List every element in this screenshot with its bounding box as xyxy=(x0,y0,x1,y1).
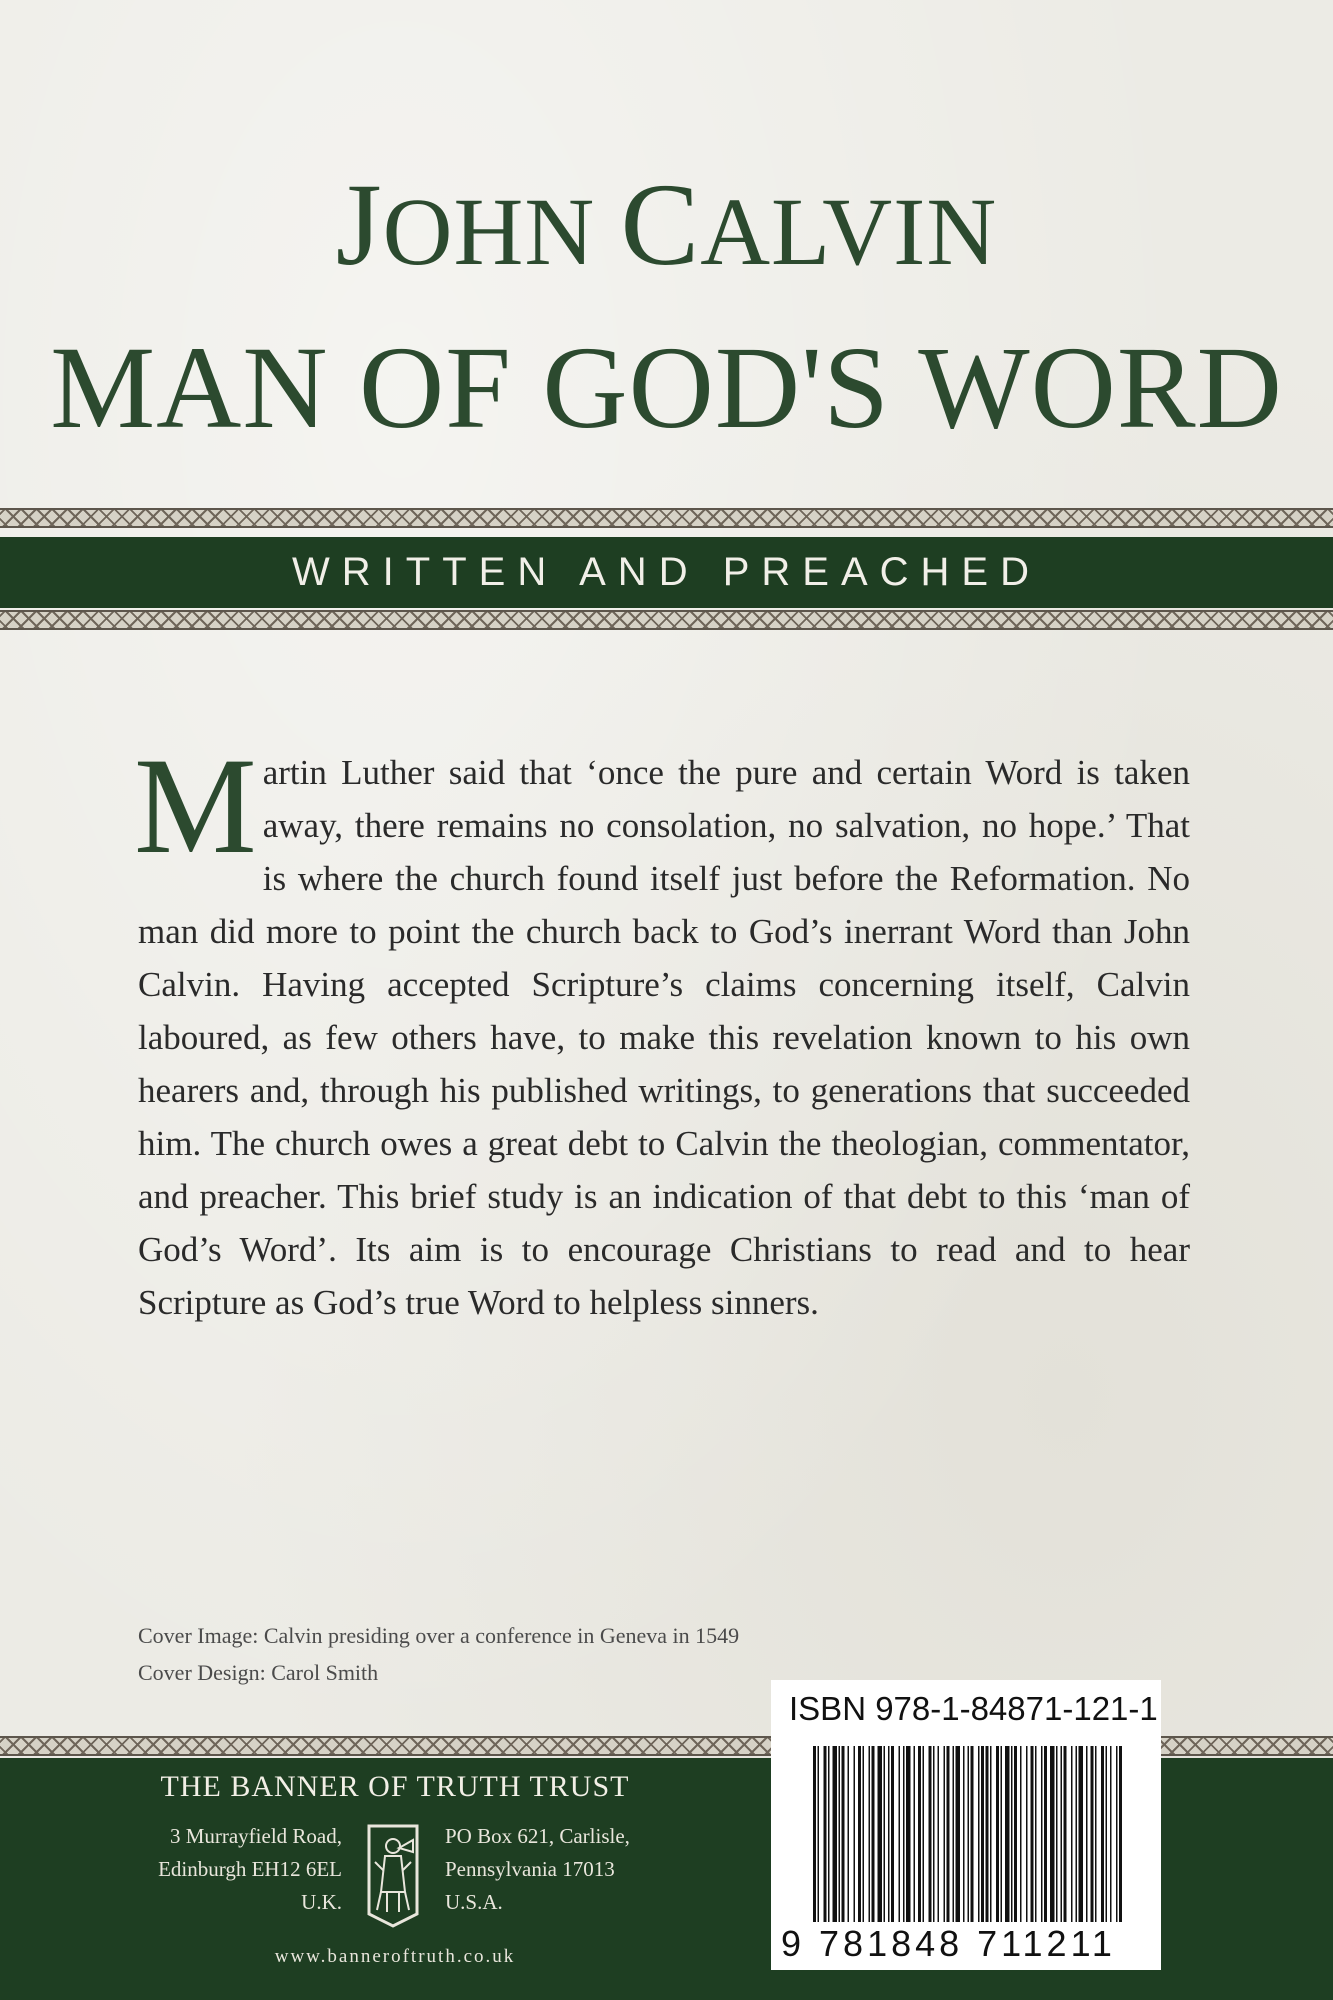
publisher-name: THE BANNER OF TRUTH TRUST xyxy=(160,1770,630,1803)
barcode-bar xyxy=(938,1746,940,1922)
isbn-label: ISBN 978-1-84871-121-1 xyxy=(789,1690,1158,1727)
barcode-bar xyxy=(1014,1746,1017,1922)
barcode-bar xyxy=(1076,1746,1078,1922)
drop-cap: M xyxy=(134,729,257,882)
barcode-bar xyxy=(813,1746,816,1922)
barcode-bar xyxy=(923,1746,925,1922)
barcode-bar xyxy=(824,1746,827,1922)
barcode-bar xyxy=(848,1746,850,1922)
barcode-bar xyxy=(1110,1746,1112,1922)
barcode-bar xyxy=(854,1746,856,1922)
barcode-bar xyxy=(956,1746,961,1922)
barcode-bar xyxy=(1116,1746,1118,1922)
barcode-bar xyxy=(1091,1746,1094,1922)
barcode-bar xyxy=(1056,1746,1058,1922)
barcode-bar xyxy=(1071,1746,1073,1922)
herald-trumpeter-icon xyxy=(361,1822,425,1928)
barcode-bar xyxy=(1119,1746,1122,1922)
barcode-bar xyxy=(888,1746,890,1922)
barcode-bar xyxy=(981,1746,984,1922)
uk-address-line: 3 Murrayfield Road, xyxy=(169,1824,342,1848)
subtitle: WRITTEN AND PREACHED xyxy=(292,550,1041,594)
barcode-bar xyxy=(1011,1746,1013,1922)
publisher-website: www.banneroftruth.co.uk xyxy=(274,1946,516,1967)
barcode-bar xyxy=(1050,1746,1055,1922)
barcode-bar xyxy=(858,1746,861,1922)
barcode-bar xyxy=(869,1746,871,1922)
barcode-bar xyxy=(986,1746,989,1922)
barcode-bar xyxy=(968,1746,970,1922)
uk-address-line: Edinburgh EH12 6EL xyxy=(158,1857,342,1881)
bottom-ornamental-border xyxy=(0,610,1333,630)
barcode-bar xyxy=(918,1746,921,1922)
barcode-bar xyxy=(833,1746,838,1922)
barcode-bar xyxy=(899,1746,901,1922)
barcode-bar xyxy=(1044,1746,1047,1922)
barcode-bar xyxy=(953,1746,955,1922)
title-initial-j: J xyxy=(335,159,383,290)
us-address-line: U.S.A. xyxy=(445,1890,503,1914)
cover-design-credit: Cover Design: Carol Smith xyxy=(138,1660,379,1685)
uk-address xyxy=(120,1820,342,1919)
barcode-bar xyxy=(818,1746,820,1922)
barcode-bar xyxy=(1101,1746,1104,1922)
barcode-bar xyxy=(863,1746,865,1922)
barcode-bar xyxy=(884,1746,886,1922)
barcode-bar xyxy=(1061,1746,1063,1922)
barcode-bar xyxy=(963,1746,965,1922)
barcode-bar xyxy=(1095,1746,1097,1922)
barcode-bar xyxy=(1020,1746,1022,1922)
blurb-text: artin Luther said that ‘once the pure and certain Word is taken away, there remains no consolation, no salvation, no hope.’ That is where the church found itself just before the Reformation. No man did more to point the church back to God’s inerrant Word than John Calvin. Having accepted Scripture’s claims concerning itself, Calvin laboured, as few others have, to make this revelation known to his own hearers and, through his published writings, to generations that succeeded him. The church owes a great debt to Calvin the theologian, commentator, and preacher. This brief study is an indication of that debt to this ‘man of God’s Word’. Its aim is to encourage Christians to read and to hear Scripture as God’s true Word to helpless sinners. xyxy=(138,753,1190,1322)
barcode-bar xyxy=(990,1746,992,1922)
title-alvin: ALVIN xyxy=(700,178,998,285)
us-address-line: PO Box 621, Carlisle, xyxy=(445,1824,630,1848)
barcode-bar xyxy=(1035,1746,1037,1922)
barcode-bar xyxy=(971,1746,974,1922)
us-address-line: Pennsylvania 17013 xyxy=(445,1857,615,1881)
barcode-bar xyxy=(1031,1746,1034,1922)
title-initial-c: C xyxy=(620,159,701,290)
barcode-bar xyxy=(878,1746,883,1922)
barcode-bar xyxy=(978,1746,980,1922)
barcode-bar xyxy=(903,1746,905,1922)
barcode-bar xyxy=(891,1746,894,1922)
credits xyxy=(138,1617,739,1691)
uk-address-line: U.K. xyxy=(301,1890,342,1914)
top-ornamental-border xyxy=(0,508,1333,528)
barcode-bar xyxy=(947,1746,950,1922)
cover-image-credit: Cover Image: Calvin presiding over a conference in Geneva in 1549 xyxy=(138,1623,740,1648)
barcode-bar xyxy=(1026,1746,1028,1922)
barcode-bar xyxy=(872,1746,875,1922)
barcode-bar xyxy=(1001,1746,1003,1922)
barcode-bar xyxy=(1041,1746,1043,1922)
barcode-digits: 9 781848 711211 xyxy=(781,1923,1116,1964)
title-line-1 xyxy=(0,160,1333,297)
title-ohn: OHN xyxy=(382,178,621,285)
barcode-box xyxy=(771,1680,1161,1970)
barcode-bar xyxy=(1005,1746,1010,1922)
barcode-bar xyxy=(929,1746,932,1922)
barcode-bar xyxy=(839,1746,841,1922)
barcode-bar xyxy=(906,1746,911,1922)
barcode-bar xyxy=(944,1746,946,1922)
barcode-bar xyxy=(1106,1746,1108,1922)
barcode-bar xyxy=(996,1746,999,1922)
barcode-bar xyxy=(1086,1746,1088,1922)
barcode-bar xyxy=(914,1746,916,1922)
blurb-paragraph xyxy=(134,729,1190,1329)
barcode-bar xyxy=(828,1746,830,1922)
barcode-bar xyxy=(933,1746,935,1922)
us-address xyxy=(445,1820,685,1919)
barcode-bar xyxy=(842,1746,845,1922)
barcode-bar xyxy=(1064,1746,1067,1922)
barcode-bars xyxy=(813,1746,1123,1922)
barcode-bar xyxy=(1079,1746,1084,1922)
title-line-2: MAN OF GOD'S WORD xyxy=(50,322,1283,453)
